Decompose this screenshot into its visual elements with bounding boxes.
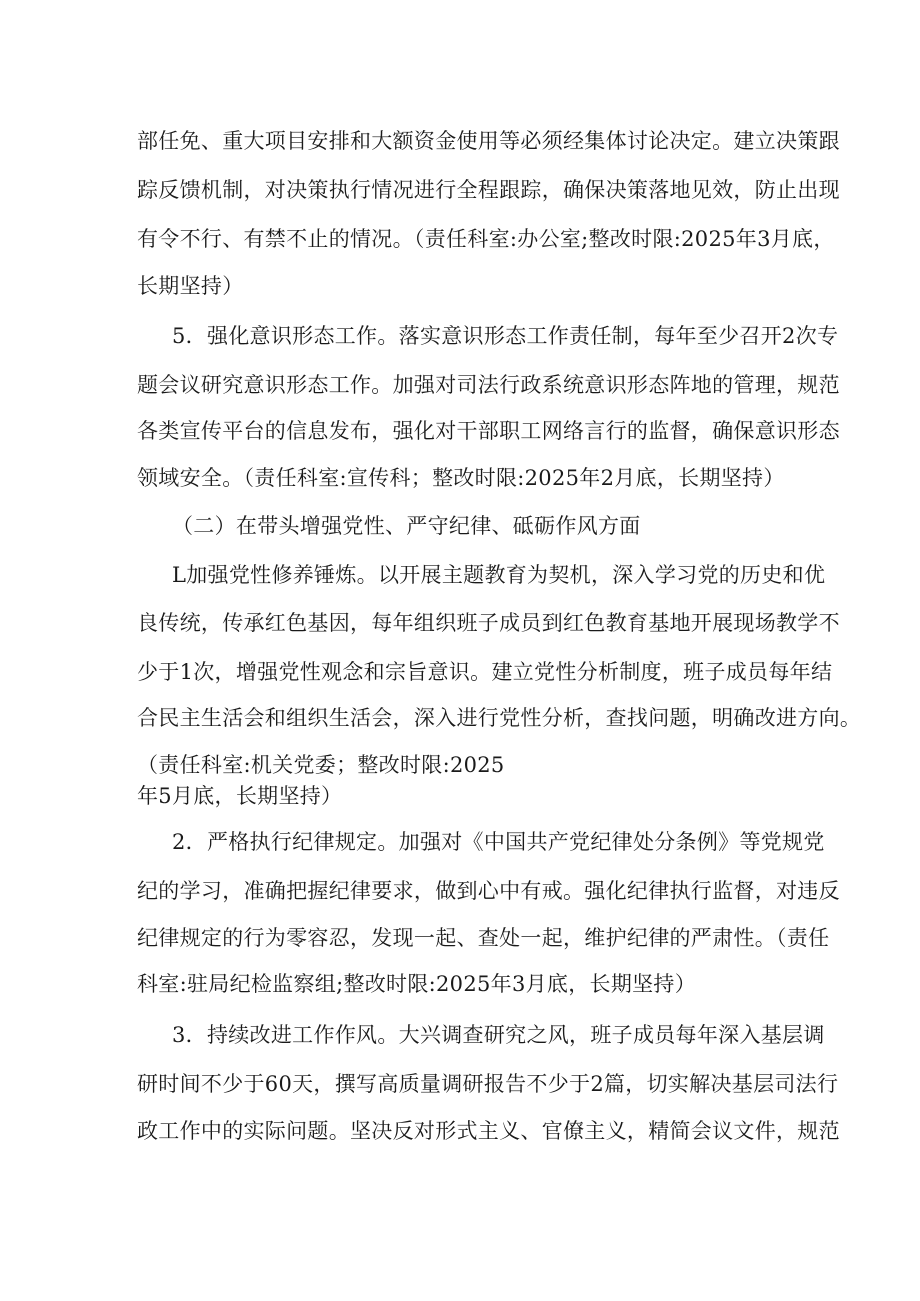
paragraph-3-line-5: （责任科室:机关党委；整改时限:2025 xyxy=(137,753,505,777)
paragraph-3-line-3: 少于1次，增强党性观念和宗旨意识。建立党性分析制度，班子成员每年结 xyxy=(137,660,833,684)
paragraph-1-line-1: 部任免、重大项目安排和大额资金使用等必须经集体讨论决定。建立决策跟 xyxy=(137,129,840,153)
paragraph-5-line-3: 政工作中的实际问题。坚决反对形式主义、官僚主义，精简会议文件，规范 xyxy=(137,1119,840,1143)
paragraph-2-line-2: 题会议研究意识形态工作。加强对司法行政系统意识形态阵地的管理，规范 xyxy=(137,373,840,397)
paragraph-3-line-4: 合民主生活会和组织生活会，深入进行党性分析，查找问题，明确改进方向。 xyxy=(137,706,862,730)
paragraph-3-line-1: L加强党性修养锤炼。以开展主题教育为契机，深入学习党的历史和优 xyxy=(172,563,826,587)
paragraph-2-line-4: 领域安全。（责任科室:宣传科；整改时限:2025年2月底，长期坚持） xyxy=(137,466,785,490)
paragraph-3-line-6: 年5月底，长期坚持） xyxy=(137,784,343,808)
paragraph-3-line-2: 良传统，传承红色基因，每年组织班子成员到红色教育基地开展现场教学不 xyxy=(137,611,840,635)
paragraph-2-line-3: 各类宣传平台的信息发布，强化对干部职工网络言行的监督，确保意识形态 xyxy=(137,419,840,443)
paragraph-4-line-3: 纪律规定的行为零容忍，发现一起、查处一起，维护纪律的严肃性。（责任 xyxy=(137,926,830,950)
paragraph-4-line-1: 2．严格执行纪律规定。加强对《中国共产党纪律处分条例》等党规党 xyxy=(172,830,825,854)
paragraph-2-line-1: 5．强化意识形态工作。落实意识形态工作责任制，每年至少召开2次专 xyxy=(172,324,839,348)
paragraph-4-line-4: 科室:驻局纪检监察组;整改时限:2025年3月底，长期坚持） xyxy=(137,972,697,996)
paragraph-5-line-1: 3．持续改进工作作风。大兴调查研究之风，班子成员每年深入基层调 xyxy=(172,1023,825,1047)
paragraph-1-line-3: 有令不行、有禁不止的情况。（责任科室:办公室;整改时限:2025年3月底， xyxy=(137,227,835,251)
paragraph-1-line-4: 长期坚持） xyxy=(137,274,244,298)
paragraph-1-line-2: 踪反馈机制，对决策执行情况进行全程跟踪，确保决策落地见效，防止出现 xyxy=(137,178,840,202)
section-heading: （二）在带头增强党性、严守纪律、砥砺作风方面 xyxy=(172,514,641,538)
paragraph-4-line-2: 纪的学习，准确把握纪律要求，做到心中有戒。强化纪律执行监督，对违反 xyxy=(137,879,840,903)
paragraph-5-line-2: 研时间不少于60天，撰写高质量调研报告不少于2篇，切实解决基层司法行 xyxy=(137,1072,839,1096)
